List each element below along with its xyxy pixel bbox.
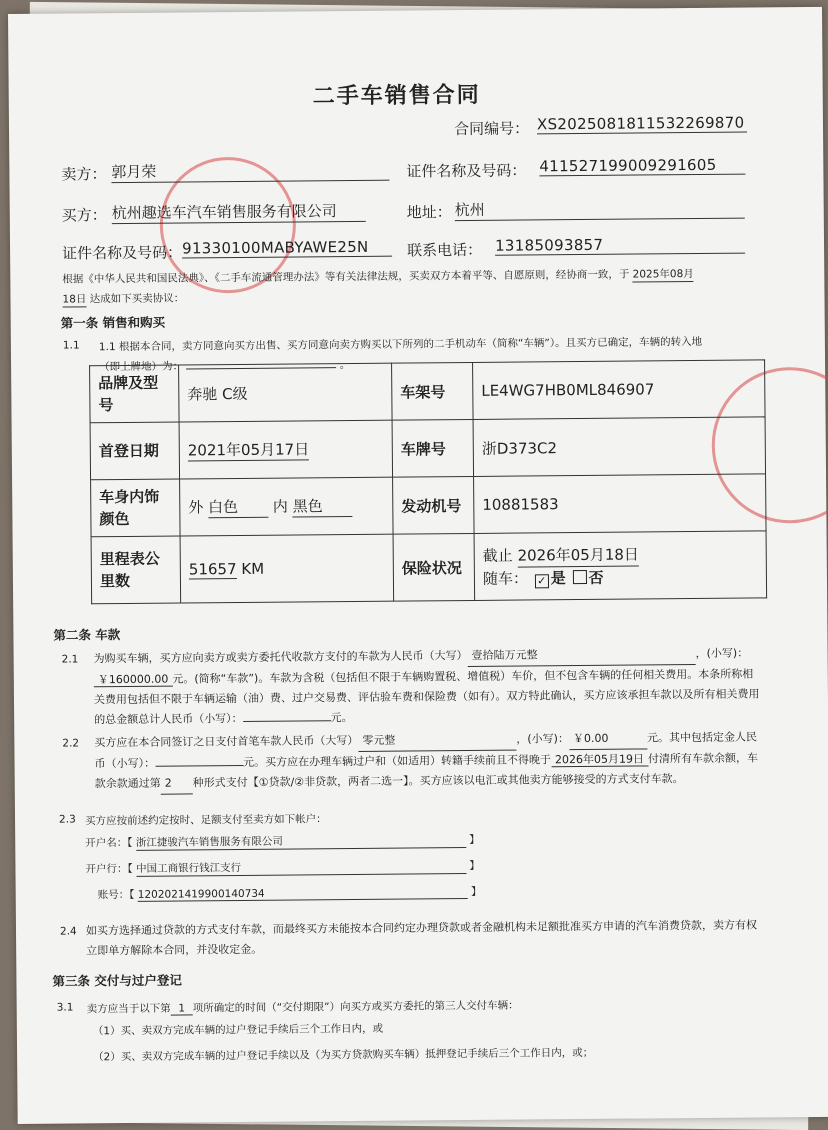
clause-2-1-c: 元。	[330, 711, 353, 725]
mileage-cell	[180, 534, 394, 603]
clause-1-1-end: 。	[339, 359, 351, 372]
account-no-label: 账号：【	[97, 888, 135, 902]
clause-3-1-a: 卖方应当于以下第	[86, 1002, 171, 1016]
table-row	[91, 474, 766, 537]
buyer-id-value: 91330100MABYAWE25N	[182, 238, 392, 259]
clause-3-1-text	[87, 998, 519, 1017]
clause-2-2-num: 2.2	[62, 737, 80, 750]
bank-close: 】	[469, 859, 480, 873]
buyer-label: 买方：	[61, 206, 107, 225]
vehicle-info-table	[89, 359, 767, 604]
intro-text	[62, 266, 694, 288]
intro-date-day: 18日	[62, 293, 87, 306]
clause-2-1-a: 为购买车辆，买方应向卖方或卖方委托代收款方支付的车款为人民币（大写）	[93, 649, 468, 666]
mileage-value: 51657	[188, 559, 237, 578]
seller-label: 卖方：	[61, 165, 107, 184]
clause-2-3-text: 买方应按前述约定按时、足额支付至卖方如下帐户：	[84, 813, 327, 828]
seller-id-label: 证件名称及号码：	[406, 161, 527, 181]
clause-2-1-text	[94, 643, 763, 730]
bank-row	[85, 858, 480, 877]
exterior-label: 外	[188, 498, 204, 517]
delivery-option: 1	[171, 1002, 193, 1015]
engine-value: 10881583	[474, 474, 766, 534]
account-name-close: 】	[469, 833, 480, 847]
clause-1-1-num: 1.1	[62, 339, 80, 352]
balance-due-date: 2026年05月19日	[551, 752, 648, 767]
payment-method: 2	[161, 773, 193, 794]
phone-value: 13185093857	[495, 235, 745, 256]
price-small-label: ，(小写)：	[695, 646, 749, 661]
clause-2-2-c: 元。买方应在办理车辆过户和（如适用）转籍手续前且不得晚于	[242, 753, 552, 769]
clause-2-2-d: 付清所有车款余额，车款余款通过第	[94, 751, 759, 791]
bank-value: 中国工商银行钱江支行	[136, 858, 466, 877]
account-name-value: 浙江捷骏汽车销售服务有限公司	[136, 832, 466, 851]
plate-value: 浙D373C2	[473, 417, 765, 477]
clause-2-2-a: 买方应在本合同签订之日支付首笔车款人民币（大写）	[94, 733, 359, 750]
clause-3-1-num: 3.1	[56, 1001, 74, 1014]
plate-label: 车牌号	[392, 419, 473, 477]
insurance-follow-label: 随车：	[482, 568, 529, 588]
engine-label: 发动机号	[393, 476, 474, 534]
intro-line2: 达成如下买卖协议：	[89, 292, 185, 306]
reg-date-value: 2021年05月17日	[187, 440, 310, 460]
clause-1-1-plate-location-label: （即上牌地）为：	[99, 360, 184, 374]
clause-2-2-b: 元。其中包括定金人民币（小写）：	[94, 730, 757, 771]
article-3-heading: 第三条 交付与过户登记	[52, 972, 182, 989]
table-row	[91, 531, 767, 604]
clause-2-1-num: 2.1	[61, 653, 79, 666]
intro-date-month: 2025年08月	[632, 268, 694, 281]
seller-id-value: 411527199009291605	[539, 156, 745, 177]
clause-2-4-text: 如买方选择通过贷款的方式支付车款，而最终买方未能按本合同约定办理贷款或者金融机构未足额批准买方申请的汽车消费贷款，卖方有权立即单方解除本合同，并没收定金。	[85, 918, 758, 958]
color-cell	[180, 477, 393, 536]
brand-value: 奔驰 C级	[179, 363, 392, 422]
first-payment-figures: ￥0.00	[569, 728, 647, 750]
seller-name: 郭月荣	[111, 159, 389, 183]
brand-label: 品牌及型号	[90, 365, 179, 423]
first-payment-small-label: ，(小写)：	[516, 732, 569, 746]
account-name-label: 开户名：【	[85, 836, 133, 850]
table-row	[90, 417, 765, 480]
buyer-id-label: 证件名称及号码：	[62, 243, 183, 263]
table-row	[90, 360, 765, 423]
clause-3-1-b: 项所确定的时间（“交付期限”）向买方或买方委托的第三人交付车辆：	[192, 999, 519, 1015]
insurance-yes: 是	[550, 568, 566, 587]
intro-line1: 根据《中华人民共和国民法典》、《二手车流通管理办法》等有关法律法规，买卖双方本着平等、自愿原则，经协商一致，于	[62, 268, 630, 286]
delivery-item-2: （2）买、卖双方完成车辆的过户登记手续以及（为买方贷款购买车辆）抵押登记手续后三个工作日内，或；	[93, 1046, 594, 1064]
checkbox-checked-icon: ✓	[535, 574, 549, 588]
bank-label: 开户行：【	[85, 862, 133, 876]
delivery-item-1: （1）买、卖双方完成车辆的过户登记手续后三个工作日内，或	[92, 1022, 384, 1038]
clause-2-2-e: 种形式支付【①贷款/②非贷款，两者二选一】。买方应该以电汇或其他卖方能够接受的方式支付车款。	[192, 772, 684, 790]
vin-label: 车架号	[392, 362, 473, 420]
clause-2-3-num: 2.3	[58, 813, 76, 826]
account-no-row	[98, 884, 482, 902]
article-2-heading: 第二条 车款	[53, 627, 121, 643]
article-1-heading: 第一条 销售和购买	[60, 314, 166, 331]
interior-color: 黑色	[293, 495, 353, 518]
mileage-label: 里程表公里数	[91, 536, 181, 604]
contract-no-value: XS2025081811532269870	[537, 114, 747, 135]
checkbox-empty-icon	[572, 569, 586, 583]
color-label: 车身内饰颜色	[91, 479, 180, 537]
first-payment-words: 零元整	[358, 730, 516, 752]
contract-title: 二手车销售合同	[312, 82, 481, 110]
account-no-close: 】	[471, 885, 482, 898]
contract-no-label: 合同编号：	[453, 119, 530, 139]
account-name-row	[85, 832, 480, 851]
intro-text-2	[62, 290, 184, 307]
insurance-label: 保险状况	[393, 533, 475, 601]
price-in-figures: ￥160000.00	[94, 673, 173, 688]
insurance-date: 2026年05月18日	[517, 543, 639, 567]
contract-page	[8, 7, 828, 1124]
buyer-name: 杭州趣选车汽车销售服务有限公司	[112, 200, 366, 224]
price-in-words: 壹拾陆万元整	[468, 644, 696, 667]
mileage-unit: KM	[241, 559, 265, 578]
clause-2-1-b: 元。(简称“车款”)。车款为含税（包括但不限于车辆购置税、增值税）车价，但不包含车辆的任何相关费用。本条所称相关费用包括但不限于车辆运输（油）费、过户交易费、评估验车费和保险费（如有）。双方特此确认，买方应该承担车款以及所有相关费用的总金额总计人民币（小写）：	[93, 667, 760, 727]
insurance-cell	[474, 531, 767, 601]
address-label: 地址：	[406, 203, 452, 222]
reg-date-label: 首登日期	[90, 422, 179, 480]
clause-2-2-text	[94, 727, 763, 795]
insurance-prefix: 截止	[482, 546, 513, 565]
vin-value: LE4WG7HB0ML846907	[473, 360, 765, 420]
clause-1-1-text: 1.1 根据本合同，卖方同意向买方出售、买方同意向卖方购买以下所列的二手机动车（简称“车辆”）。且买方已确定，车辆的转入地	[98, 335, 703, 354]
phone-label: 联系电话：	[407, 240, 483, 260]
insurance-no: 否	[588, 568, 604, 587]
clause-2-4-num: 2.4	[59, 925, 77, 938]
reg-date-cell	[179, 420, 392, 479]
address-value: 杭州	[455, 197, 745, 222]
interior-label: 内	[272, 497, 288, 516]
exterior-color: 白色	[208, 496, 268, 519]
account-no-value: 1202021419900140734	[138, 886, 468, 902]
